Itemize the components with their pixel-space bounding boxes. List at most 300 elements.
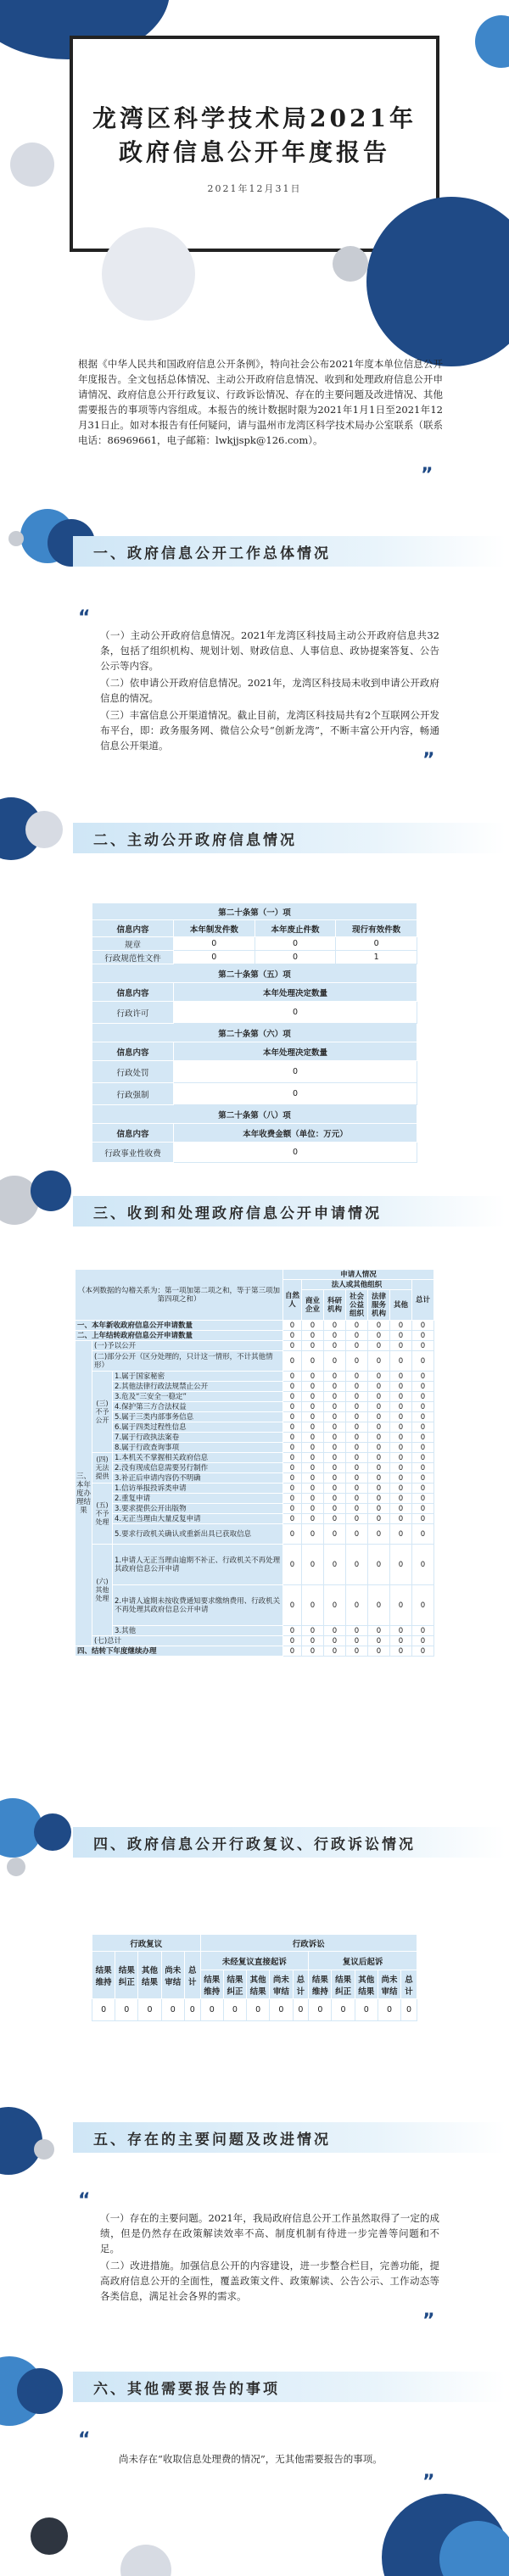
decor-circle-bottom-light — [120, 2545, 171, 2576]
t3-value: 0 — [390, 1321, 412, 1331]
s5-paragraph-2: （二）改进措施。加强信息公开的内容建设，进一步整合栏目，完善功能，提高政府信息公开的全面性，覆盖政策文件、政策解读、公告公示、工作动态等各类信息，满足社会各界的需求。 — [100, 2260, 439, 2302]
t3-value: 0 — [412, 1494, 434, 1504]
t3-value: 0 — [324, 1433, 346, 1443]
t3-value: 0 — [283, 1494, 302, 1504]
t3-value: 0 — [346, 1494, 368, 1504]
t3-value: 0 — [283, 1412, 302, 1422]
t3-value: 0 — [324, 1443, 346, 1453]
t3-org-col: 科研机构 — [324, 1290, 346, 1321]
t3-row-label: 四、结转下年度继续办理 — [76, 1646, 283, 1657]
t3-value: 0 — [324, 1463, 346, 1473]
t4-value: 0 — [115, 1999, 138, 2021]
t2-cell: 0 — [255, 951, 336, 964]
table-application-handling — [75, 1269, 434, 1657]
t2-cell: 行政规范性文件 — [92, 951, 174, 964]
t3-value: 0 — [390, 1433, 412, 1443]
t2-cell: 行政许可 — [92, 1002, 174, 1024]
t3-value: 0 — [283, 1402, 302, 1412]
report-title-line2: 政府信息公开年度报告 — [118, 138, 390, 166]
t3-row — [76, 1422, 434, 1433]
t3-row-label: (一)予以公开 — [92, 1341, 283, 1351]
t3-value: 0 — [368, 1494, 390, 1504]
t3-value: 0 — [283, 1545, 302, 1585]
t4-value: 0 — [309, 1999, 332, 2021]
t3-value: 0 — [390, 1382, 412, 1392]
t2-cell: 行政处罚 — [92, 1061, 174, 1083]
section-title-5: 五、存在的主要问题及改进情况 — [93, 2132, 331, 2149]
t3-value: 0 — [390, 1473, 412, 1484]
t3-row — [76, 1443, 434, 1453]
section-title-3: 三、收到和处理政府信息公开申请情况 — [93, 1205, 382, 1222]
t3-value: 0 — [412, 1433, 434, 1443]
t3-value: 0 — [412, 1422, 434, 1433]
t3-value: 0 — [368, 1422, 390, 1433]
t3-value: 0 — [283, 1514, 302, 1524]
t2-sec2-title: 第二十条第（五）项 — [92, 964, 417, 983]
t3-row — [76, 1626, 434, 1636]
t3-value: 0 — [368, 1443, 390, 1453]
t3-value: 0 — [368, 1484, 390, 1494]
t3-row-label: 4.无正当理由大量反复申请 — [113, 1514, 283, 1524]
t3-value: 0 — [368, 1341, 390, 1351]
t2-cell: 0 — [174, 951, 255, 964]
table-review-litigation — [92, 1934, 417, 2021]
t4-value: 0 — [332, 1999, 355, 2021]
t3-value: 0 — [412, 1412, 434, 1422]
t3-value: 0 — [346, 1321, 368, 1331]
s1-paragraph-1: （一）主动公开政府信息情况。2021年龙湾区科技局主动公开政府信息共32条，包括了组织机构、规划计划、财政信息、人事信息、政协提案答复、公告公示等内容。 — [100, 629, 439, 672]
t4-direct: 未经复议直接起诉 — [200, 1952, 309, 1970]
t4-col: 其他结果 — [247, 1970, 270, 1999]
t3-group-label: (三)不予公开 — [92, 1372, 113, 1453]
t3-value: 0 — [390, 1372, 412, 1382]
t3-row — [76, 1453, 434, 1463]
t4-col: 结果维持 — [92, 1952, 115, 1999]
section-title-6: 六、其他需要报告的事项 — [93, 2381, 280, 2398]
s6-paragraph-1: 尚未存在“收取信息处理费的情况”，无其他需要报告的事项。 — [119, 2453, 383, 2465]
t3-value: 0 — [412, 1545, 434, 1585]
t3-corner: （本列数据的勾稽关系为：第一项加第二项之和，等于第三项加第四项之和） — [76, 1270, 283, 1321]
t3-value: 0 — [412, 1636, 434, 1646]
t3-value: 0 — [368, 1382, 390, 1392]
t3-value: 0 — [368, 1412, 390, 1422]
t3-value: 0 — [283, 1422, 302, 1433]
t4-col: 尚未审结 — [270, 1970, 293, 1999]
t2-cell: 0 — [174, 1143, 417, 1163]
t3-value: 0 — [324, 1484, 346, 1494]
t3-value: 0 — [324, 1636, 346, 1646]
decor-circle-s1-grey — [8, 531, 24, 546]
t3-row-label: 二、上年结转政府信息公开申请数量 — [76, 1331, 283, 1341]
t2-h: 信息内容 — [92, 920, 174, 937]
t2-cell: 0 — [255, 937, 336, 951]
t4-col: 总计 — [184, 1952, 200, 1999]
t3-row — [76, 1433, 434, 1443]
t2-h: 信息内容 — [92, 983, 174, 1002]
t3-value: 0 — [302, 1453, 324, 1463]
t2-h: 本年处理决定数量 — [174, 983, 417, 1002]
t3-row-label: 3.补正后申请内容仍不明确 — [113, 1473, 283, 1484]
t3-value: 0 — [412, 1626, 434, 1636]
t3-value: 0 — [390, 1636, 412, 1646]
t3-value: 0 — [368, 1463, 390, 1473]
close-quote-icon: ” — [422, 2472, 435, 2493]
t3-value: 0 — [324, 1514, 346, 1524]
t3-row — [76, 1351, 434, 1372]
t3-value: 0 — [390, 1422, 412, 1433]
t3-value: 0 — [302, 1473, 324, 1484]
t3-value: 0 — [368, 1524, 390, 1545]
t2-h: 现行有效件数 — [336, 920, 417, 937]
t3-value: 0 — [283, 1321, 302, 1331]
t3-row — [76, 1392, 434, 1402]
t3-value: 0 — [390, 1514, 412, 1524]
t3-row-label: 2.其他法律行政法规禁止公开 — [113, 1382, 283, 1392]
open-quote-icon: “ — [78, 2429, 91, 2450]
t3-row-label: 1.本机关不掌握相关政府信息 — [113, 1453, 283, 1463]
t3-value: 0 — [412, 1514, 434, 1524]
t3-value: 0 — [368, 1433, 390, 1443]
open-quote-icon: “ — [78, 2190, 91, 2211]
t3-value: 0 — [368, 1372, 390, 1382]
t4-col: 其他结果 — [355, 1970, 378, 1999]
t3-value: 0 — [368, 1351, 390, 1372]
t4-col: 结果维持 — [309, 1970, 332, 1999]
t4-col: 总计 — [293, 1970, 309, 1999]
t3-value: 0 — [302, 1463, 324, 1473]
t3-org-col: 社会公益组织 — [346, 1290, 368, 1321]
t3-value: 0 — [368, 1331, 390, 1341]
t3-value: 0 — [346, 1351, 368, 1372]
decor-circle-bottom-dark — [31, 2517, 68, 2555]
t3-value: 0 — [283, 1585, 302, 1626]
t3-value: 0 — [324, 1504, 346, 1514]
t3-value: 0 — [412, 1341, 434, 1351]
t3-row-label: (二)部分公开（区分处理的，只计这一情形，不计其他情形） — [92, 1351, 283, 1372]
t3-row-label: 1.申请人无正当理由逾期不补正、行政机关不再处理其政府信息公开申请 — [113, 1545, 283, 1585]
t3-value: 0 — [412, 1473, 434, 1484]
t3-row-label: 8.属于行政查询事项 — [113, 1443, 283, 1453]
t3-value: 0 — [412, 1646, 434, 1657]
t2-h: 本年处理决定数量 — [174, 1042, 417, 1061]
t3-value: 0 — [324, 1351, 346, 1372]
table-proactive-disclosure — [92, 902, 417, 1163]
t4-col: 总计 — [401, 1970, 417, 1999]
t3-row-label: 1.属于国家秘密 — [113, 1372, 283, 1382]
t3-value: 0 — [302, 1484, 324, 1494]
t3-value: 0 — [346, 1392, 368, 1402]
t4-value: 0 — [161, 1999, 184, 2021]
t2-cell: 行政事业性收费 — [92, 1143, 174, 1163]
t3-row — [76, 1321, 434, 1331]
t3-value: 0 — [346, 1341, 368, 1351]
t3-row — [76, 1646, 434, 1657]
t3-value: 0 — [346, 1504, 368, 1514]
decor-circle-s4-grey — [7, 1858, 25, 1876]
t3-value: 0 — [412, 1321, 434, 1331]
t3-value: 0 — [412, 1463, 434, 1473]
t3-org-col: 商业企业 — [302, 1290, 324, 1321]
t3-group-label: (五)不予处理 — [92, 1484, 113, 1545]
t3-value: 0 — [390, 1463, 412, 1473]
t4-value: 0 — [247, 1999, 270, 2021]
t3-value: 0 — [302, 1412, 324, 1422]
t4-value: 0 — [293, 1999, 309, 2021]
t4-col: 结果纠正 — [223, 1970, 246, 1999]
s1-paragraph-2: （二）依申请公开政府信息情况。2021年，龙湾区科技局未收到申请公开政府信息的情况。 — [100, 677, 439, 704]
t3-row-label: 5.属于三类内部事务信息 — [113, 1412, 283, 1422]
t3-value: 0 — [368, 1514, 390, 1524]
t3-value: 0 — [346, 1463, 368, 1473]
t3-value: 0 — [302, 1524, 324, 1545]
t3-value: 0 — [390, 1626, 412, 1636]
t3-value: 0 — [346, 1514, 368, 1524]
t4-value: 0 — [270, 1999, 293, 2021]
t3-value: 0 — [302, 1585, 324, 1626]
t3-value: 0 — [390, 1351, 412, 1372]
t3-value: 0 — [283, 1524, 302, 1545]
t3-value: 0 — [390, 1524, 412, 1545]
t3-value: 0 — [368, 1402, 390, 1412]
t2-cell: 规章 — [92, 937, 174, 951]
t3-value: 0 — [346, 1433, 368, 1443]
t3-value: 0 — [346, 1484, 368, 1494]
t4-col: 结果纠正 — [332, 1970, 355, 1999]
t2-cell: 1 — [336, 951, 417, 964]
t3-value: 0 — [346, 1585, 368, 1626]
t3-total: 总计 — [412, 1280, 434, 1321]
t4-value: 0 — [355, 1999, 378, 2021]
t2-cell: 0 — [336, 937, 417, 951]
t3-value: 0 — [324, 1331, 346, 1341]
t3-value: 0 — [302, 1321, 324, 1331]
t3-value: 0 — [302, 1636, 324, 1646]
section-banner-1 — [24, 529, 482, 573]
t3-value: 0 — [302, 1382, 324, 1392]
t3-value: 0 — [368, 1392, 390, 1402]
t3-natural: 自然人 — [283, 1280, 302, 1321]
t3-row-label: 2.申请人逾期未按收费通知要求缴纳费用、行政机关不再处理其政府信息公开申请 — [113, 1585, 283, 1626]
t2-sec4-title: 第二十条第（八）项 — [92, 1105, 417, 1124]
s5-paragraph-1: （一）存在的主要问题。2021年，我局政府信息公开工作虽然取得了一定的成绩，但是仍然存在政策解读效率不高、制度机制有待进一步完善等问题和不足。 — [100, 2212, 439, 2255]
close-quote-icon: ” — [422, 2311, 435, 2332]
decor-circle-blue-right — [475, 15, 509, 68]
t4-col: 结果维持 — [200, 1970, 223, 1999]
t3-value: 0 — [324, 1494, 346, 1504]
decor-circle-grey-small — [333, 246, 368, 282]
t3-value: 0 — [283, 1646, 302, 1657]
open-quote-icon: “ — [78, 607, 91, 629]
section-title-1: 一、政府信息公开工作总体情况 — [93, 545, 331, 562]
t3-value: 0 — [302, 1392, 324, 1402]
t3-value: 0 — [412, 1402, 434, 1412]
t2-h: 信息内容 — [92, 1042, 174, 1061]
t3-value: 0 — [302, 1494, 324, 1504]
t3-value: 0 — [346, 1372, 368, 1382]
t3-value: 0 — [283, 1626, 302, 1636]
section-banner-6 — [24, 2365, 482, 2409]
intro-paragraph: 根据《中华人民共和国政府信息公开条例》，特向社会公布2021年度本单位信息公开年度报告。全文包括总体情况、主动公开政府信息情况、收到和处理政府信息公开申请情况、政府信息公开行政复议、行政诉讼情况、存在的主要问题及改进情况、其他需要报告的事项等内容组成。本报告的统计数据时限为2021年1月1日至2021年12月31日止。如对本报告有任何疑问，请与温州市龙湾区科学技术局办公室联系（联系电话：86969661，电子邮箱：lwkjjspk@126.com）。 — [78, 358, 443, 446]
section-banner-2 — [24, 816, 482, 860]
t3-group-label: (四)无法提供 — [92, 1453, 113, 1484]
t4-value: 0 — [184, 1999, 200, 2021]
t3-row-label: 6.属于四类过程性信息 — [113, 1422, 283, 1433]
t2-cell: 0 — [174, 937, 255, 951]
t3-value: 0 — [346, 1524, 368, 1545]
t3-value: 0 — [324, 1473, 346, 1484]
t3-row — [76, 1331, 434, 1341]
report-date: 2021年12月31日 — [207, 183, 302, 194]
section-banner-3 — [24, 1189, 482, 1233]
t3-value: 0 — [390, 1341, 412, 1351]
t3-value: 0 — [412, 1585, 434, 1626]
t3-value: 0 — [390, 1646, 412, 1657]
t3-value: 0 — [324, 1372, 346, 1382]
t3-row — [76, 1372, 434, 1382]
t2-sec1-title: 第二十条第（一）项 — [92, 903, 417, 920]
t4-value: 0 — [401, 1999, 417, 2021]
t2-h: 信息内容 — [92, 1124, 174, 1143]
t3-row — [76, 1463, 434, 1473]
t3-value: 0 — [346, 1626, 368, 1636]
decor-circle-grey-mid — [102, 227, 195, 321]
t3-value: 0 — [283, 1636, 302, 1646]
t4-value: 0 — [200, 1999, 223, 2021]
t3-value: 0 — [324, 1585, 346, 1626]
t3-row — [76, 1494, 434, 1504]
close-quote-icon: ” — [421, 465, 433, 486]
report-title-line1: 龙湾区科学技术局2021年 — [92, 104, 417, 132]
t3-value: 0 — [368, 1585, 390, 1626]
t3-value: 0 — [346, 1636, 368, 1646]
t3-value: 0 — [412, 1392, 434, 1402]
t3-row-label: 4.保护第三方合法权益 — [113, 1402, 283, 1412]
t3-value: 0 — [302, 1626, 324, 1636]
t3-value: 0 — [412, 1372, 434, 1382]
t3-row — [76, 1484, 434, 1494]
t3-value: 0 — [412, 1484, 434, 1494]
t4-col: 其他结果 — [138, 1952, 161, 1999]
t3-value: 0 — [346, 1331, 368, 1341]
t3-value: 0 — [346, 1402, 368, 1412]
t3-value: 0 — [302, 1514, 324, 1524]
t3-value: 0 — [390, 1402, 412, 1412]
t3-value: 0 — [368, 1636, 390, 1646]
t2-h: 本年制发件数 — [174, 920, 255, 937]
t4-litigation: 行政诉讼 — [200, 1935, 417, 1952]
t4-col: 尚未审结 — [161, 1952, 184, 1999]
s1-paragraph-3: （三）丰富信息公开渠道情况。截止目前，龙湾区科技局共有2个互联网公开发布平台，即：政务服务网、微信公众号“创新龙湾”，不断丰富公开内容，畅通信息公开渠道。 — [100, 709, 439, 752]
t3-value: 0 — [283, 1443, 302, 1453]
t3-value: 0 — [302, 1402, 324, 1412]
t3-value: 0 — [283, 1372, 302, 1382]
t3-value: 0 — [324, 1341, 346, 1351]
t3-value: 0 — [390, 1443, 412, 1453]
t3-value: 0 — [368, 1646, 390, 1657]
t3-value: 0 — [302, 1422, 324, 1433]
t3-applicant-header: 申请人情况 — [283, 1270, 434, 1280]
t3-row-label: 3.其他 — [113, 1626, 283, 1636]
t3-row — [76, 1636, 434, 1646]
t3-value: 0 — [390, 1504, 412, 1514]
t3-value: 0 — [324, 1412, 346, 1422]
t3-row-label: 2.没有现成信息需要另行制作 — [113, 1463, 283, 1473]
t2-sec3-title: 第二十条第（六）项 — [92, 1024, 417, 1042]
t3-value: 0 — [368, 1453, 390, 1463]
t3-row — [76, 1514, 434, 1524]
t3-org-col: 其他 — [390, 1290, 412, 1321]
t3-value: 0 — [324, 1646, 346, 1657]
t4-value: 0 — [223, 1999, 246, 2021]
t3-org-col: 法律服务机构 — [368, 1290, 390, 1321]
t2-cell: 行政强制 — [92, 1083, 174, 1105]
t3-value: 0 — [390, 1494, 412, 1504]
t3-value: 0 — [302, 1504, 324, 1514]
t3-row-label: (七)总计 — [92, 1636, 283, 1646]
t4-col: 结果纠正 — [115, 1952, 138, 1999]
t3-group-label: (六)其他处理 — [92, 1545, 113, 1636]
section-banner-5 — [24, 2115, 482, 2160]
t3-value: 0 — [346, 1453, 368, 1463]
t3-row-label: 5.要求行政机关确认或重新出具已获取信息 — [113, 1524, 283, 1545]
section-title-2: 二、主动公开政府信息情况 — [93, 832, 297, 849]
t2-cell: 0 — [174, 1002, 417, 1024]
t3-value: 0 — [390, 1545, 412, 1585]
t3-value: 0 — [412, 1351, 434, 1372]
t3-value: 0 — [324, 1402, 346, 1412]
t3-row — [76, 1524, 434, 1545]
t3-value: 0 — [368, 1504, 390, 1514]
t3-value: 0 — [283, 1382, 302, 1392]
t3-row-label: 7.属于行政执法案卷 — [113, 1433, 283, 1443]
t3-value: 0 — [302, 1372, 324, 1382]
t3-body — [76, 1321, 434, 1657]
t3-value: 0 — [283, 1433, 302, 1443]
t3-org-header: 法人或其他组织 — [302, 1280, 412, 1290]
decor-circle-light-left — [10, 142, 54, 187]
t4-value: 0 — [138, 1999, 161, 2021]
t3-value: 0 — [283, 1453, 302, 1463]
title-box — [70, 36, 439, 252]
t3-value: 0 — [346, 1473, 368, 1484]
t3-value: 0 — [324, 1626, 346, 1636]
t4-col: 尚未审结 — [378, 1970, 400, 1999]
t2-cell: 0 — [174, 1083, 417, 1105]
t3-row — [76, 1341, 434, 1351]
section-banner-4 — [24, 1820, 482, 1864]
t3-value: 0 — [412, 1504, 434, 1514]
t3-value: 0 — [412, 1443, 434, 1453]
t3-value: 0 — [346, 1382, 368, 1392]
t3-value: 0 — [390, 1392, 412, 1402]
t3-value: 0 — [302, 1341, 324, 1351]
t3-value: 0 — [324, 1392, 346, 1402]
t3-row — [76, 1473, 434, 1484]
t3-row-label: 2.重复申请 — [113, 1494, 283, 1504]
t3-value: 0 — [368, 1626, 390, 1636]
t3-row — [76, 1382, 434, 1392]
t3-value: 0 — [412, 1524, 434, 1545]
t3-row — [76, 1585, 434, 1626]
t3-row — [76, 1412, 434, 1422]
t3-value: 0 — [283, 1351, 302, 1372]
t4-after: 复议后起诉 — [309, 1952, 417, 1970]
t3-results-label: 三、本年度办理结果 — [76, 1341, 92, 1646]
t3-value: 0 — [302, 1331, 324, 1341]
t3-value: 0 — [346, 1412, 368, 1422]
t3-row — [76, 1504, 434, 1514]
t2-h: 本年废止件数 — [255, 920, 336, 937]
